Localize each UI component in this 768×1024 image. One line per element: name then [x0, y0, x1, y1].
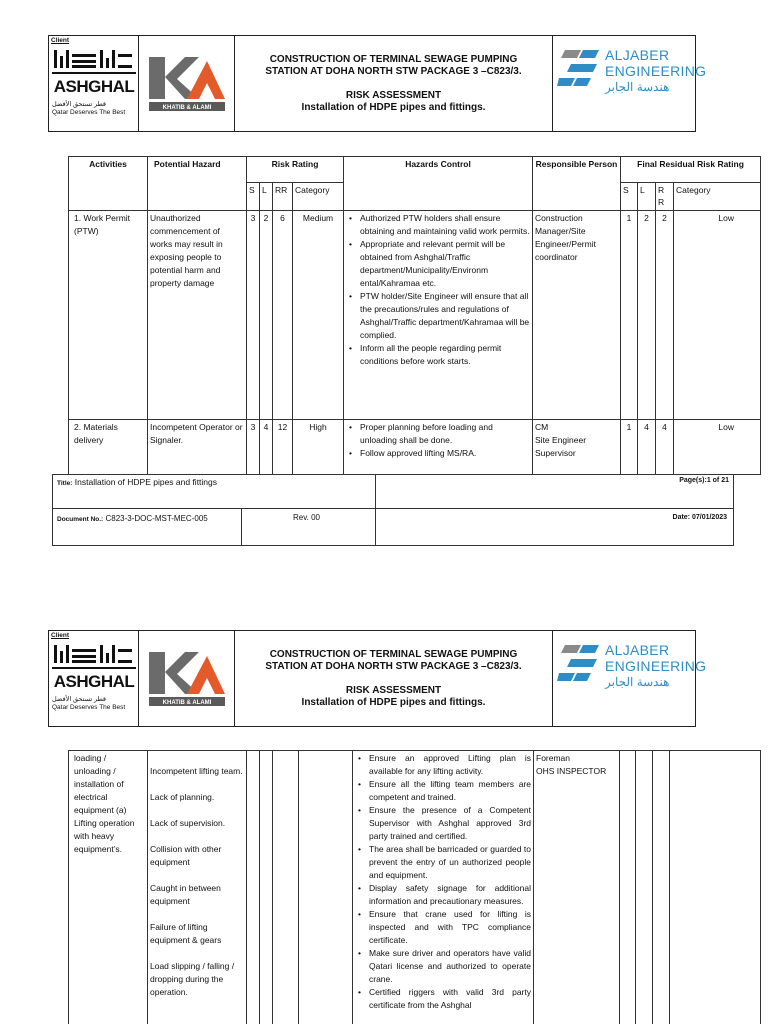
- row1-category: Medium: [293, 211, 344, 420]
- control-item: • Make sure driver and operators have valid Qatari license and authorized to operate crane.: [355, 947, 531, 986]
- client-logo-cell: [49, 631, 139, 726]
- aljaber-name-line1: ALJABER: [605, 642, 670, 658]
- col-final-residual: Final Residual Risk Rating: [621, 157, 761, 183]
- ka-logo-cell: [139, 631, 235, 726]
- hazard-item: Incompetent lifting team.: [150, 766, 243, 776]
- risk-assessment-title: RISK ASSESSMENT: [345, 89, 442, 101]
- hazard-item: Failure of lifting equipment & gears: [150, 922, 222, 945]
- row1-final-l: 2: [638, 211, 656, 420]
- row2-rr: 12: [273, 420, 293, 475]
- row1-hazard: Unauthorized commencement of works may result in exposing people to potential harm and property damage: [148, 211, 247, 420]
- project-title-line1: CONSTRUCTION OF TERMINAL SEWAGE PUMPING: [269, 53, 518, 65]
- sub-l: L: [260, 183, 273, 211]
- client-label: Client: [51, 632, 70, 639]
- col-responsible-person: Responsible Person: [533, 157, 621, 211]
- row2-controls: [344, 420, 533, 475]
- ka-wordmark: KHATIB & ALAMI: [162, 699, 211, 706]
- sub-final-rr: R R: [656, 183, 674, 211]
- row2-activity: 2. Materials delivery: [69, 420, 148, 475]
- page1-header: [48, 35, 707, 132]
- activity-subtitle: Installation of HDPE pipes and fittings.: [301, 101, 486, 113]
- aljaber-name-line1: ALJABER: [605, 47, 670, 63]
- risk-assessment-table-continued: [68, 750, 761, 1024]
- hazard-item: Caught in between equipment: [150, 883, 221, 906]
- aljaber-logo-icon: [557, 641, 601, 687]
- aljaber-arabic: هندسة الجابر: [605, 80, 670, 94]
- row3-controls: [353, 751, 534, 1024]
- control-item: • PTW holder/Site Engineer will ensure that all the precautions/rules and regulations of Ashghal/Traffic department/Kahramaa will be complied.: [346, 290, 530, 342]
- row2-responsible: CM Site Engineer Supervisor: [533, 420, 621, 475]
- footer-pages: Page(s):1 of 21: [679, 477, 729, 484]
- client-label: Client: [51, 37, 70, 44]
- risk-assessment-title: RISK ASSESSMENT: [345, 684, 442, 696]
- sub-category: Category: [293, 183, 344, 211]
- aljaber-name-line2: ENGINEERING: [605, 658, 707, 674]
- ashghal-wordmark: ASHGHAL: [53, 77, 135, 96]
- footer-document-no: Document No.: C823-3-DOC-MST-MEC-005: [57, 514, 208, 523]
- page-footer: [52, 474, 734, 546]
- aljaber-logo-cell: [553, 36, 707, 131]
- control-item: • Authorized PTW holders shall ensure obtaining and maintaining valid work permits.: [346, 212, 530, 238]
- page2-header: [48, 630, 707, 727]
- control-item: • Ensure the presence of a Competent Supervisor with Ashghal approved 3rd party trained and certified.: [355, 804, 531, 843]
- risk-assessment-table: [68, 156, 761, 475]
- row2-category: High: [293, 420, 344, 475]
- control-item: • Ensure an approved Lifting plan is available for any lifting activity.: [355, 752, 531, 778]
- col-potential-hazard: Potential Hazard: [148, 157, 247, 211]
- document-title-cell: [235, 631, 553, 726]
- ashghal-arabic: قطر تستحق الأفضل: [52, 696, 107, 703]
- control-item: • The area shall be barricaded or guarded to prevent the entry of un authorized people and equipment.: [355, 843, 531, 882]
- control-item: • Appropriate and relevant permit will be obtained from Ashghal/Traffic department/Municipality/Environm ental/Kahramaa etc.: [346, 238, 530, 290]
- table-row: [69, 420, 761, 475]
- row2-final-s: 1: [621, 420, 638, 475]
- col-activities: Activities: [69, 157, 148, 211]
- row2-final-rr: 4: [656, 420, 674, 475]
- ka-wordmark: KHATIB & ALAMI: [162, 104, 211, 111]
- col-hazards-control: Hazards Control: [344, 157, 533, 211]
- client-logo-cell: [49, 36, 139, 131]
- khatib-alami-logo-icon: [147, 650, 227, 708]
- ashghal-arabic: قطر تستحق الأفضل: [52, 101, 107, 108]
- col-risk-rating: Risk Rating: [247, 157, 344, 183]
- sub-final-s: S: [621, 183, 638, 211]
- hazard-item: Load slipping / falling / dropping during the operation.: [150, 961, 235, 997]
- hazard-item: Lack of planning.: [150, 792, 215, 802]
- hazard-item: Collision with other equipment: [150, 844, 222, 867]
- row2-final-l: 4: [638, 420, 656, 475]
- ashghal-wordmark: ASHGHAL: [53, 672, 135, 691]
- row3-responsible: Foreman OHS INSPECTOR: [534, 751, 620, 1024]
- ashghal-logo-icon: [52, 643, 136, 693]
- table-row: [69, 211, 761, 420]
- row3-activity: loading / unloading / installation of electrical equipment (a) Lifting operation with heavy equipment’s.: [69, 751, 148, 1024]
- ka-logo-cell: [139, 36, 235, 131]
- ashghal-tagline: Qatar Deserves The Best: [52, 704, 126, 711]
- table-row: [69, 751, 761, 1024]
- sub-rr: RR: [273, 183, 293, 211]
- table-header-row: [69, 157, 761, 183]
- row1-final-rr: 2: [656, 211, 674, 420]
- control-item: • Certified riggers with valid 3rd party certificate from the Ashghal: [355, 986, 531, 1012]
- row1-final-s: 1: [621, 211, 638, 420]
- footer-date: Date: 07/01/2023: [672, 514, 727, 521]
- khatib-alami-logo-icon: [147, 55, 227, 113]
- ashghal-tagline: Qatar Deserves The Best: [52, 109, 126, 116]
- row2-hazard: Incompetent Operator or Signaler.: [148, 420, 247, 475]
- row2-l: 4: [260, 420, 273, 475]
- row2-s: 3: [247, 420, 260, 475]
- control-item: • Display safety signage for additional information and precautionary measures.: [355, 882, 531, 908]
- sub-s: S: [247, 183, 260, 211]
- project-title-line2: STATION AT DOHA NORTH STW PACKAGE 3 –C823/3.: [265, 65, 522, 77]
- aljaber-logo-cell: [553, 631, 707, 726]
- row1-s: 3: [247, 211, 260, 420]
- row1-controls: [344, 211, 533, 420]
- row1-rr: 6: [273, 211, 293, 420]
- control-item: • Proper planning before loading and unloading shall be done.: [346, 421, 530, 447]
- sub-final-category: Category: [674, 183, 761, 211]
- project-title-line1: CONSTRUCTION OF TERMINAL SEWAGE PUMPING: [269, 648, 518, 660]
- document-title-cell: [235, 36, 553, 131]
- control-item: • Inform all the people regarding permit conditions before work starts.: [346, 342, 530, 368]
- row2-final-category: Low: [674, 420, 761, 475]
- control-item: • Ensure all the lifting team members are competent and trained.: [355, 778, 531, 804]
- hazard-item: Lack of supervision.: [150, 818, 226, 828]
- control-item: • Follow approved lifting MS/RA.: [346, 447, 530, 460]
- ashghal-logo-icon: [52, 48, 136, 98]
- sub-final-l: L: [638, 183, 656, 211]
- row1-activity: 1. Work Permit (PTW): [69, 211, 148, 420]
- aljaber-logo-icon: [557, 46, 601, 92]
- row1-l: 2: [260, 211, 273, 420]
- control-item: • Ensure that crane used for lifting is inspected and with TPC compliance certificate.: [355, 908, 531, 947]
- row3-hazards: [148, 751, 247, 1024]
- row1-responsible: Construction Manager/Site Engineer/Permit coordinator: [533, 211, 621, 420]
- footer-title: Title: Installation of HDPE pipes and fittings: [57, 477, 218, 487]
- aljaber-arabic: هندسة الجابر: [605, 675, 670, 689]
- project-title-line2: STATION AT DOHA NORTH STW PACKAGE 3 –C823/3.: [265, 660, 522, 672]
- aljaber-name-line2: ENGINEERING: [605, 63, 707, 79]
- footer-revision: Rev. 00: [293, 513, 320, 522]
- row1-final-category: Low: [674, 211, 761, 420]
- activity-subtitle: Installation of HDPE pipes and fittings.: [301, 696, 486, 708]
